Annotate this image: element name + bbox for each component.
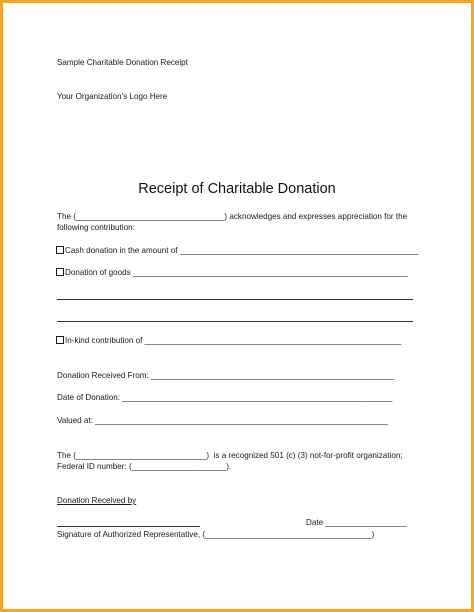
donation-received-from-field[interactable]: Donation Received From: ______________________________________________________ (57, 371, 395, 380)
goods-donation-option[interactable] (56, 268, 408, 278)
valued-at-field[interactable]: Valued at: _________________________________________________________________ (57, 416, 388, 425)
signature-line[interactable] (57, 526, 200, 527)
document-label: Sample Charitable Donation Receipt (57, 58, 188, 67)
federal-id-field[interactable]: Federal ID number: (_____________________). (57, 462, 232, 471)
cash-donation-checkbox[interactable] (56, 246, 64, 254)
date-of-donation-field[interactable]: Date of Donation: ____________________________________________________________ (57, 393, 393, 402)
inkind-contribution-checkbox[interactable] (56, 336, 64, 344)
goods-description-line-2[interactable] (57, 321, 413, 322)
goods-description-line-1[interactable] (57, 299, 413, 300)
inkind-contribution-label[interactable]: In-kind contribution of _________________________________________________________ (65, 336, 402, 345)
cash-donation-option[interactable] (56, 246, 418, 256)
signature-date-field[interactable]: Date __________________ (306, 518, 407, 527)
authorized-representative-field[interactable]: Signature of Authorized Representative, (_____________________________________) (57, 530, 375, 539)
inkind-contribution-option[interactable] (56, 336, 401, 346)
receipt-page (3, 3, 471, 609)
goods-donation-checkbox[interactable] (56, 268, 64, 276)
goods-donation-label[interactable]: Donation of goods _____________________________________________________________ (65, 268, 408, 277)
logo-placeholder: Your Organization’s Logo Here (57, 92, 168, 101)
intro-line-2: following contribution: (57, 223, 135, 232)
receipt-title: Receipt of Charitable Donation (138, 181, 336, 197)
donation-received-by-heading: Donation Received by (57, 496, 137, 505)
nonprofit-statement-line-1: The (_____________________________) is a recognized 501 (c) (3) not-for-profit organization; (57, 451, 403, 460)
cash-donation-label[interactable]: Cash donation in the amount of _____________________________________________________ (65, 246, 419, 255)
intro-line-1: The (_________________________________) acknowledges and expresses appreciation for the (57, 212, 408, 221)
